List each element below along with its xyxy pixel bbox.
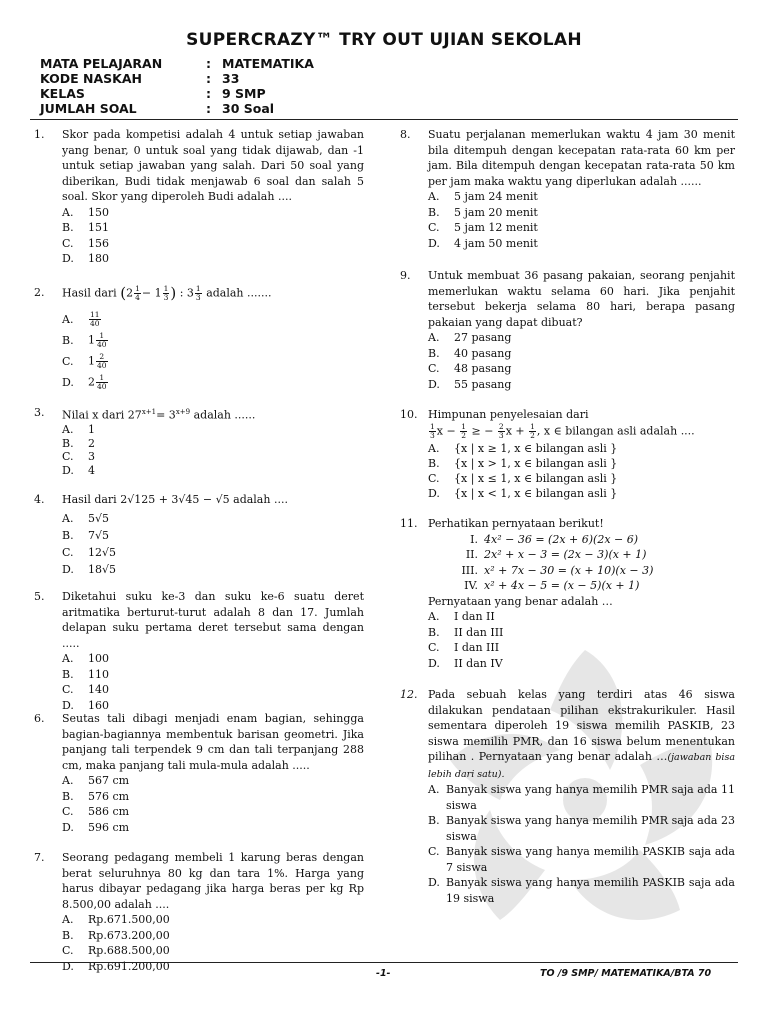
meta-class: KELAS : 9 SMP xyxy=(40,86,266,101)
question-10: 10. Himpunan penyelesaian dari $\frac{1}{3}$ x − $\frac{1}{2}$ ≥ − $\frac{2}{3}$ x + $\frac{1}{2}$ , x ∈ bilangan asli adalah .... A. {x | x ≥ 1, x ∈ bilangan asli } B. {x | x > 1, x ∈ bilangan asli } C. {x | x ≤ 1, x ∈ bilangan asli } D. {x | x < 1, x ∈ bilangan asli } xyxy=(400,407,735,516)
statement: III. x² + 7x − 30 = (x + 10)(x − 3) xyxy=(461,563,654,577)
option: B. 1 $\frac{1}{40}$ xyxy=(62,331,107,349)
option: D. 18√5 xyxy=(62,562,117,576)
footer-code: TO /9 SMP/ MATEMATIKA/BTA 70 xyxy=(540,968,712,979)
right-column xyxy=(400,127,735,906)
question-6: 6. Seutas tali dibagi menjadi enam bagian, sehingga bagian-bagiannya membentuk barisan geometri. Jika panjang tali terpendek 9 cm dan tali terpanjang 288 cm, maka panjang tali mula-mula adalah ..... A. 567 cm B. 576 cm C. 586 cm D. 596 cm xyxy=(34,712,364,834)
question-5-options xyxy=(62,651,364,713)
question-11-statements xyxy=(428,532,735,594)
option: A. 5 jam 24 menit xyxy=(428,190,538,203)
option: B. {x | x > 1, x ∈ bilangan asli } xyxy=(428,456,618,470)
option: B. 5 jam 20 menit xyxy=(428,205,538,219)
question-7-options xyxy=(62,912,364,974)
question-12-options xyxy=(428,782,735,906)
option: A. {x | x ≥ 1, x ∈ bilangan asli } xyxy=(428,441,618,455)
option: D. 4 jam 50 menit xyxy=(428,236,538,250)
question-2: 2. Hasil dari (2 $\frac{1}{4}$ − 1 $\frac{1}{3}$ ) : 3 $\frac{1}{3}$ adalah ....... A. $\frac{11}{40}$ B. 1 $\frac{1}{40}$ C. 1 $\frac{2}{40}$ D. 2 $\frac{1}{40}$ xyxy=(34,285,364,405)
option: A. 27 pasang xyxy=(428,331,512,344)
option: C. Rp.688.500,00 xyxy=(62,944,170,957)
statement: I. 4x² − 36 = (2x + 6)(2x − 6) xyxy=(470,532,639,546)
option: A. Rp.671.500,00 xyxy=(62,913,170,926)
question-11: 11. Perhatikan pernyataan berikut! I. 4x² − 36 = (2x + 6)(2x − 6) II. 2x² + x − 3 = (2x − 3)(x + 1) III. x² + 7x − 30 = (x + 10)(x − 3) IV. x² + 4x − 5 = (x − 5)(x + 1) Pernyataan yang benar adalah … A. I dan II B. II dan III C. I dan III D. II dan IV xyxy=(400,516,735,687)
option: B. Rp.673.200,00 xyxy=(62,928,170,942)
option: C. 48 pasang xyxy=(428,362,512,375)
footer-divider xyxy=(30,962,738,963)
left-column xyxy=(34,127,364,974)
question-7: 7. Seorang pedagang membeli 1 karung beras dengan berat seluruhnya 80 kg dan tara 1%. Harga yang harus dibayar pedagang jika harga beras per kg Rp 8.500,00 adalah .... A. Rp.671.500,00 B. Rp.673.200,00 C. Rp.688.500,00 D. Rp.691.200,00 xyxy=(34,851,364,973)
option: B. Banyak siswa yang hanya memilih PMR saja ada 23 siswa xyxy=(428,814,735,843)
option: D. II dan IV xyxy=(428,656,503,670)
option: D. 596 cm xyxy=(62,820,130,834)
option: C. Banyak siswa yang hanya memilih PASKIB saja ada 7 siswa xyxy=(428,845,735,874)
question-1: 1. Skor pada kompetisi adalah 4 untuk setiap jawaban yang benar, 0 untuk soal yang tidak dijawab, dan -1 untuk setiap jawaban yang salah. Dari 50 soal yang diberikan, Budi tidak menjawab 6 soal dan salah 5 soal. Skor yang diperoleh Budi adalah .... A. 150 B. 151 C. 156 D. 180 xyxy=(34,128,364,265)
option: D. 55 pasang xyxy=(428,377,512,391)
question-1-options xyxy=(62,205,364,267)
option: C. {x | x ≤ 1, x ∈ bilangan asli } xyxy=(428,471,618,485)
question-3-options xyxy=(62,423,364,477)
option: D. 4 xyxy=(62,463,95,477)
question-9: 9. Untuk membuat 36 pasang pakaian, seorang penjahit memerlukan waktu selama 60 hari. Jika penjahit tersebut bekerja selama 80 hari, berapa pasang pakaian yang dapat dibuat? A. 27 pasang B. 40 pasang C. 48 pasang D. 55 pasang xyxy=(400,269,735,391)
question-5: 5. Diketahui suku ke-3 dan suku ke-6 suatu deret aritmatika berturut-turut adalah 8 dan 17. Jumlah delapan suku pertama deret tersebut sama dengan ..... A. 100 B. 110 C. 140 D. 160 xyxy=(34,590,364,712)
option: A. I dan II xyxy=(428,610,495,623)
option: D. {x | x < 1, x ∈ bilangan asli } xyxy=(428,486,618,500)
question-10-inequality: $\frac{1}{3}$ x − $\frac{1}{2}$ ≥ − $\frac{2}{3}$ x + $\frac{1}{2}$ , x ∈ bilangan asli adalah .... xyxy=(430,421,695,440)
question-9-options xyxy=(428,330,735,392)
option: C. I dan III xyxy=(428,641,500,654)
option: C. 5 jam 12 menit xyxy=(428,221,538,234)
exam-info xyxy=(40,56,314,116)
meta-subject: MATA PELAJARAN : MATEMATIKA xyxy=(40,56,314,71)
question-8: 8. Suatu perjalanan memerlukan waktu 4 jam 30 menit bila ditempuh dengan kecepatan rata-rata 60 km per jam. Bila ditempuh dengan kecepatan rata-rata 50 km per jam maka waktu yang diperlukan adalah ...... A. 5 jam 24 menit B. 5 jam 20 menit C. 5 jam 12 menit D. 4 jam 50 menit xyxy=(400,128,735,250)
question-2-expression: Hasil dari (2 $\frac{1}{4}$ − 1 $\frac{1}{3}$ ) : 3 $\frac{1}{3}$ adalah ....... xyxy=(62,283,272,302)
question-11-options xyxy=(428,609,735,671)
meta-count: JUMLAH SOAL : 30 Soal xyxy=(40,101,275,116)
option: B. 576 cm xyxy=(62,789,130,803)
question-6-options xyxy=(62,773,364,835)
option: B. 2 xyxy=(62,436,95,450)
option: B. II dan III xyxy=(428,625,504,639)
option: A. 5√5 xyxy=(62,511,110,525)
option: A. $\frac{11}{40}$ xyxy=(62,310,100,328)
option: C. 1 $\frac{2}{40}$ xyxy=(62,352,107,370)
option: D. Rp.691.200,00 xyxy=(62,959,170,973)
option: D. 180 xyxy=(62,252,109,265)
question-12: 12. Pada sebuah kelas yang terdiri atas 46 siswa dilakukan pendataan pilihan ekstrakurikuler. Hasil sementara diperoleh 19 siswa memilih PASKIB, 23 siswa memilih PMR, dan 16 siswa belum menentukan pilihan . Pernyataan yang benar adalah …(jawaban bisa lebih dari satu). A. Banyak siswa yang hanya memilih PMR saja ada 11 siswa B. Banyak siswa yang hanya memilih PMR saja ada 23 siswa C. Banyak siswa yang hanya memilih PASKIB saja ada 7 siswa D. Banyak siswa yang hanya memilih PASKIB saja ada 19 siswa xyxy=(400,688,736,905)
question-8-options xyxy=(428,189,735,251)
option: A. 100 xyxy=(62,652,109,665)
page-title: SUPERCRAZY™ TRY OUT UJIAN SEKOLAH xyxy=(186,30,582,50)
option: B. 7√5 xyxy=(62,528,110,542)
header-divider xyxy=(30,119,738,120)
meta-code: KODE NASKAH : 33 xyxy=(40,71,240,86)
question-2-options xyxy=(62,309,364,393)
option: C. 3 xyxy=(62,450,95,464)
option: C. 586 cm xyxy=(62,805,130,818)
statement: IV. x² + 4x − 5 = (x − 5)(x + 1) xyxy=(464,579,640,592)
option: A. Banyak siswa yang hanya memilih PMR saja ada 11 siswa xyxy=(428,783,735,812)
option: B. 40 pasang xyxy=(428,346,512,360)
option: D. Banyak siswa yang hanya memilih PASKIB saja ada 19 siswa xyxy=(428,876,735,905)
option: C. 12√5 xyxy=(62,545,117,559)
option: D. 160 xyxy=(62,698,109,712)
question-4: 4. Hasil dari 2√125 + 3√45 − √5 adalah .... A. 5√5 B. 7√5 C. 12√5 D. 18√5 xyxy=(34,492,364,589)
question-4-options xyxy=(62,510,364,578)
page-number: -1- xyxy=(376,968,391,979)
option: B. 151 xyxy=(62,221,109,234)
option: C. 156 xyxy=(62,236,109,250)
option: A. 1 xyxy=(62,423,95,437)
option: C. 140 xyxy=(62,683,109,696)
statement: II. 2x² + x − 3 = (2x − 3)(x + 1) xyxy=(465,548,647,561)
question-3: 3. Nilai x dari $27^{x+1}= 3^{x+9}$ adalah ...... A. 1 B. 2 C. 3 D. 4 xyxy=(34,405,364,492)
option: A. 567 cm xyxy=(62,774,130,787)
option: D. 2 $\frac{1}{40}$ xyxy=(62,373,107,391)
option: B. 110 xyxy=(62,667,109,681)
option: A. 150 xyxy=(62,205,109,219)
question-10-options xyxy=(428,441,735,501)
